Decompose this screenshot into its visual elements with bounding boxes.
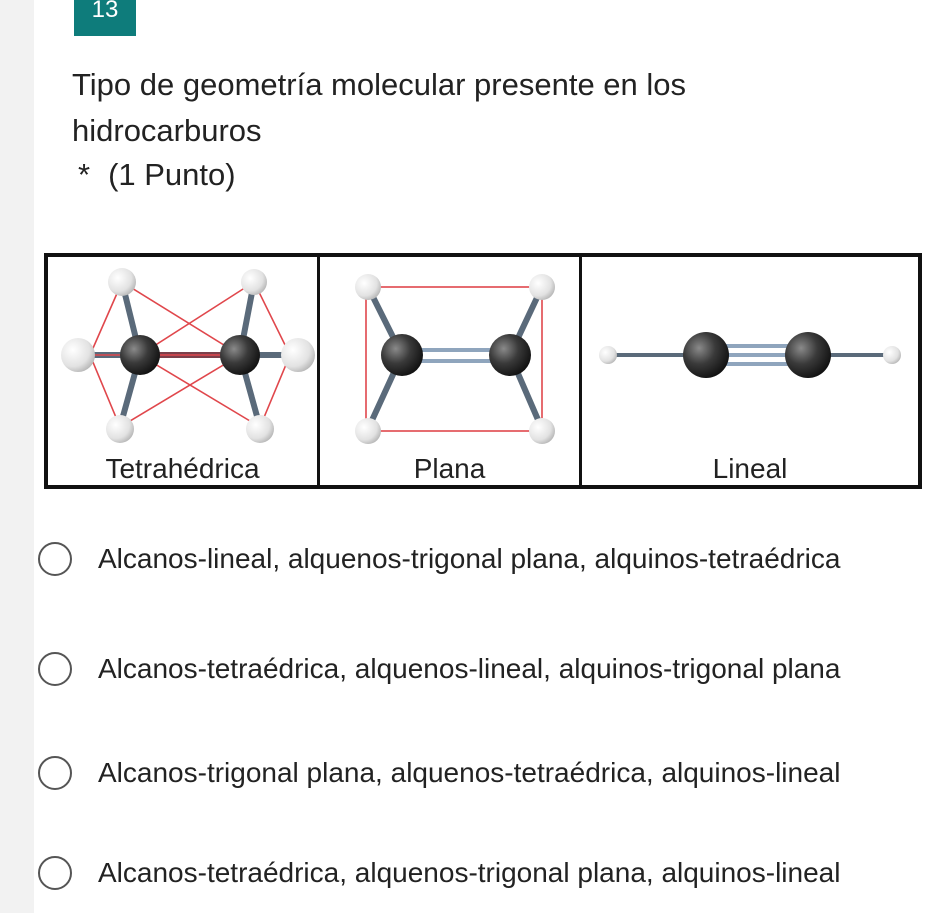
planar-molecule-diagram xyxy=(320,257,582,447)
radio-button[interactable] xyxy=(38,756,72,790)
answer-option-2[interactable] xyxy=(38,652,840,686)
answer-option-1[interactable] xyxy=(38,542,840,576)
linear-label: Lineal xyxy=(712,453,788,484)
question-number: 13 xyxy=(91,0,119,23)
answer-option-label: Alcanos-tetraédrica, alquenos-trigonal plana, alquinos-lineal xyxy=(98,857,841,888)
question-points-row xyxy=(78,152,236,198)
radio-button[interactable] xyxy=(38,856,72,890)
tetrahedral-molecule-diagram xyxy=(48,257,320,447)
linear-molecule-diagram xyxy=(582,257,918,447)
panel-planar xyxy=(320,257,582,485)
tetrahedral-label: Tetrahédrica xyxy=(105,453,260,484)
panel-linear xyxy=(582,257,918,485)
answer-option-4[interactable] xyxy=(38,856,840,890)
question-title: Tipo de geometría molecular presente en los hidrocarburos xyxy=(72,67,687,148)
panel-tetrahedral xyxy=(48,257,320,485)
radio-button[interactable] xyxy=(38,542,72,576)
answer-option-label: Alcanos-tetraédrica, alquenos-lineal, alquinos-trigonal plana xyxy=(98,653,841,684)
question-points: (1 Punto) xyxy=(108,157,236,192)
required-marker: * xyxy=(78,157,91,192)
planar-label: Plana xyxy=(413,453,486,484)
answer-option-label: Alcanos-trigonal plana, alquenos-tetraédrica, alquinos-lineal xyxy=(98,757,841,788)
answer-option-3[interactable] xyxy=(38,756,840,790)
answer-option-label: Alcanos-lineal, alquenos-trigonal plana, alquinos-tetraédrica xyxy=(98,543,841,574)
question-number-badge xyxy=(74,0,136,36)
radio-button[interactable] xyxy=(38,652,72,686)
molecular-geometry-figure xyxy=(44,253,922,489)
